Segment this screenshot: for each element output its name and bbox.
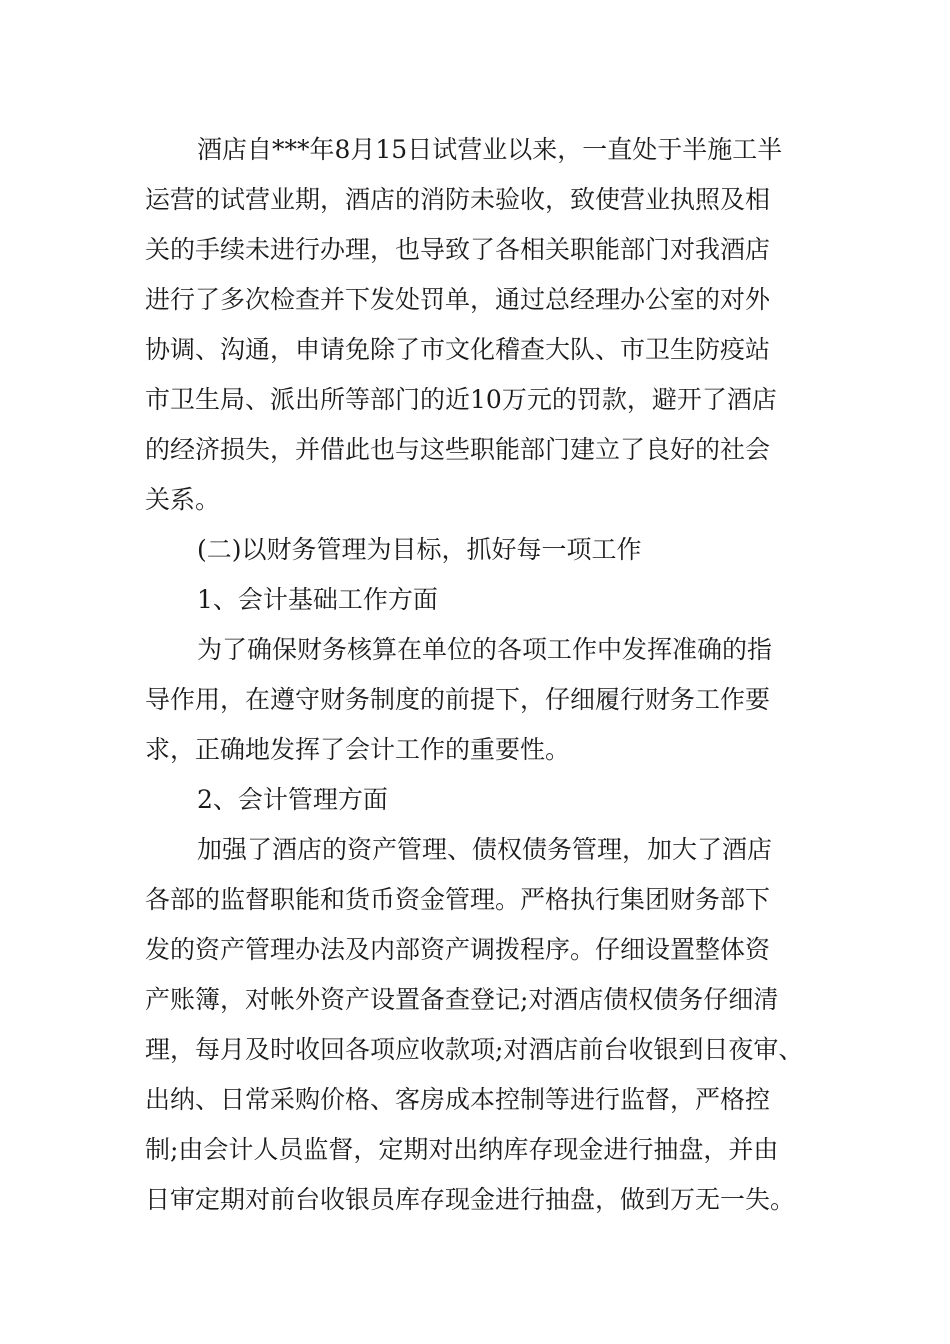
paragraph-line: 关的手续未进行办理，也导致了各相关职能部门对我酒店 [145,235,771,264]
subsection-heading: 2、会计管理方面 [197,785,388,814]
paragraph-line: 理，每月及时收回各项应收款项;对酒店前台收银到日夜审、 [145,1035,804,1064]
paragraph-line: 出纳、日常采购价格、客房成本控制等进行监督，严格控 [145,1085,771,1114]
paragraph-line: 产账簿，对帐外资产设置备查登记;对酒店债权债务仔细清 [145,985,779,1014]
paragraph-line: 求，正确地发挥了会计工作的重要性。 [145,735,571,764]
paragraph-line: 加强了酒店的资产管理、债权债务管理，加大了酒店 [197,835,773,864]
paragraph-line: 各部的监督职能和货币资金管理。严格执行集团财务部下 [145,885,771,914]
section-heading: (二)以财务管理为目标，抓好每一项工作 [197,535,642,564]
paragraph-line: 日审定期对前台收银员库存现金进行抽盘，做到万无一失。 [145,1185,796,1214]
paragraph-line: 为了确保财务核算在单位的各项工作中发挥准确的指 [197,635,773,664]
paragraph-line: 制;由会计人员监督，定期对出纳库存现金进行抽盘，并由 [145,1135,779,1164]
paragraph-line: 关系。 [145,485,221,514]
paragraph-line: 市卫生局、派出所等部门的近10万元的罚款，避开了酒店 [145,385,777,414]
paragraph-line: 进行了多次检查并下发处罚单，通过总经理办公室的对外 [145,285,771,314]
paragraph-line: 酒店自***年8月15日试营业以来，一直处于半施工半 [197,135,783,164]
paragraph-line: 协调、沟通，申请免除了市文化稽查大队、市卫生防疫站 [145,335,771,364]
subsection-heading: 1、会计基础工作方面 [197,585,438,614]
paragraph-line: 的经济损失，并借此也与这些职能部门建立了良好的社会 [145,435,771,464]
paragraph-line: 运营的试营业期，酒店的消防未验收，致使营业执照及相 [145,185,771,214]
paragraph-line: 发的资产管理办法及内部资产调拨程序。仔细设置整体资 [145,935,771,964]
paragraph-line: 导作用，在遵守财务制度的前提下，仔细履行财务工作要 [145,685,771,714]
